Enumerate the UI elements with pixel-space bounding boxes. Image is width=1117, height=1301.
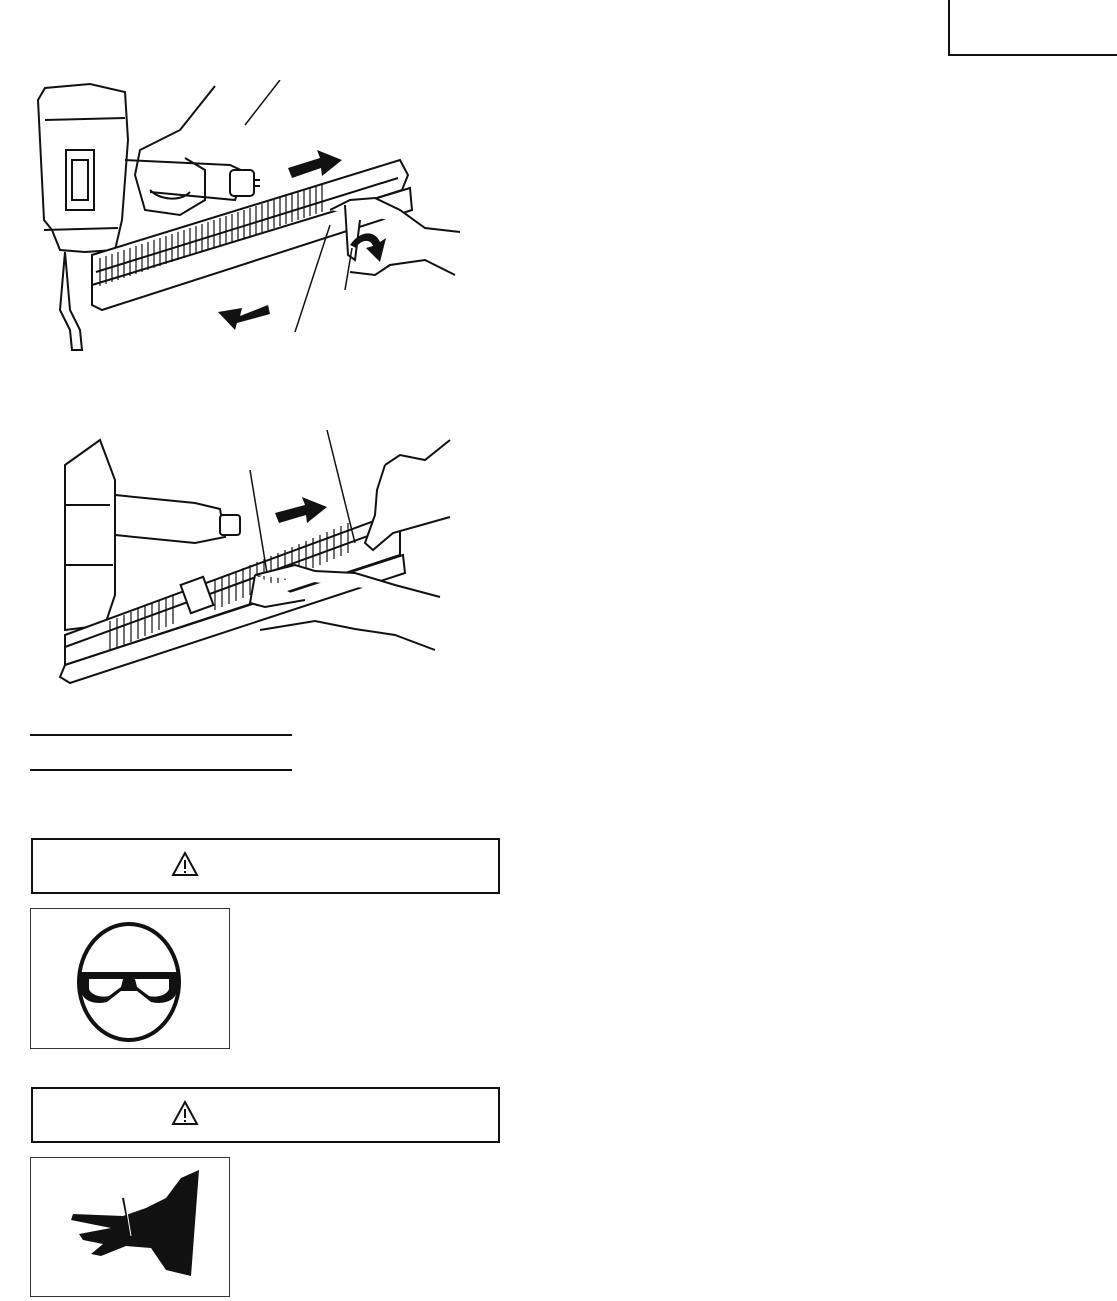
safety-glasses-icon <box>31 909 229 1048</box>
nail-puncture-hand-pictogram <box>30 1157 230 1297</box>
figure-2 <box>55 425 455 687</box>
warning-triangle-icon <box>171 1100 199 1131</box>
figure-1 <box>30 80 470 360</box>
warning-bar-1 <box>31 838 500 894</box>
heading-underline-2 <box>30 769 292 771</box>
language-tab <box>948 0 1117 56</box>
arrow-back-icon <box>218 305 270 330</box>
warning-bar-2 <box>31 1087 500 1143</box>
section-heading <box>30 728 292 736</box>
heading-underline-1 <box>30 734 292 736</box>
safety-glasses-pictogram <box>30 908 230 1049</box>
arrow-forward-icon <box>288 150 342 178</box>
nailer-loading-illustration-1 <box>30 80 470 360</box>
section-subheading <box>30 763 292 771</box>
warning-triangle-icon <box>171 851 199 882</box>
hand-nail-injury-icon <box>31 1158 229 1296</box>
arrow-forward-icon <box>275 497 327 523</box>
nailer-loading-illustration-2 <box>55 425 455 687</box>
